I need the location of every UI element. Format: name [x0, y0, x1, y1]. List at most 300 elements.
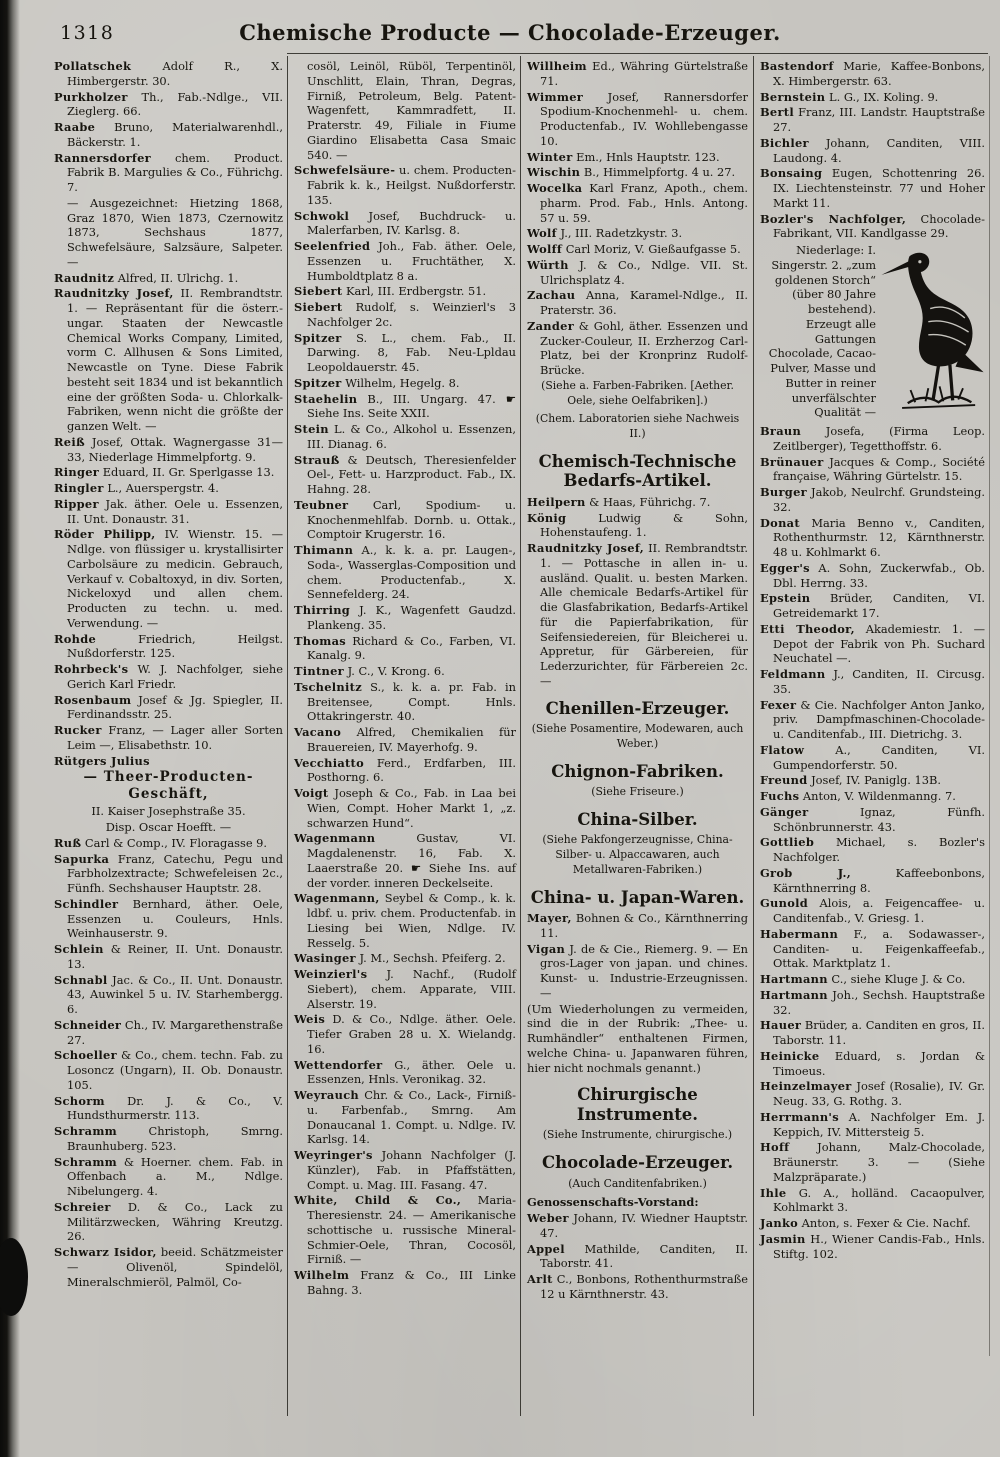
entry-name: Stein	[294, 422, 329, 436]
entry-text: B., III. Ungarg. 47. ☛ Siehe Ins. Seite XXII.	[307, 391, 516, 421]
entry-text: J. M., Sechsh. Pfeiferg. 2.	[355, 951, 506, 966]
entry-name: Hoff	[760, 1140, 790, 1155]
directory-entry	[760, 698, 985, 742]
entry-name: Arlt	[527, 1272, 553, 1286]
entry-name: Egger's	[760, 560, 810, 575]
directory-entry	[54, 754, 283, 769]
entry-text: & Hoerner. chem. Fab. in Offenbach a. M., Ndlge. Nibelungerg. 4.	[67, 1154, 283, 1198]
directory-entry	[527, 1272, 748, 1302]
entry-text: Karl Franz, Apoth., chem. pharm. Prod. Fab., Hnls. Antong. 57 u. 59.	[540, 181, 748, 225]
directory-entry	[760, 485, 985, 515]
entry-text: F., a. Sodawasser-, Canditen- u. Feigenkaffeefab., Ottak. Marktplatz 1.	[773, 926, 985, 971]
entry-text: II. Rembrandtstr. 1. — Pottasche in allen in- u. ausländ. Qualit. u. besten Marken. Alle chemicale Bedarfs-Artikel für die Glasfabrikation, Bedarfs-Artikel für die Papierfabrikation, für Seifensiedereien, für Bleicherei u. Appretur, für Gärbereien, für Lederzurichter, für Färbereien 2c. —	[540, 541, 749, 688]
directory-entry	[54, 632, 283, 662]
entry-text: Anna, Karamel-Ndlge., II. Praterstr. 36.	[540, 288, 748, 317]
page-edge-line	[989, 56, 990, 1356]
directory-entry	[760, 90, 985, 105]
entry-name: Zachau	[527, 288, 576, 303]
entry-name: Appel	[527, 1241, 565, 1256]
entry-name: Wagenmann,	[294, 891, 380, 906]
entry-name: Weyringer's	[294, 1148, 373, 1162]
entry-name: Flatow	[760, 742, 805, 757]
entry-text: Johann, Canditen, VIII. Laudong. 4.	[773, 135, 985, 165]
entry-name: Rosenbaum	[54, 692, 132, 707]
directory-entry	[294, 239, 516, 283]
directory-entry	[294, 300, 516, 330]
directory-entry	[294, 603, 516, 633]
entry-text: Eugen, Schottenring 26. IX. Liechtensteinstr. 77 und Hoher Markt 11.	[773, 166, 985, 210]
directory-entry	[54, 693, 283, 723]
entry-text: Carl, Spodium- u. Knochenmehlfab. Dornb. u. Ottak., Comptoir Krugerstr. 16.	[307, 497, 516, 542]
entry-text: Franz & Co., III Linke Bahng. 3.	[307, 1268, 516, 1297]
entry-text: J., Canditen, II. Circusg. 35.	[773, 667, 985, 696]
entry-name: Tintner	[294, 664, 344, 678]
entry-name: White, Child & Co.,	[294, 1193, 462, 1208]
entry-name: Raudnitzky Josef,	[54, 286, 174, 301]
entry-text: Gustav, VI. Magdalenenstr. 16, Fab. X. Laaerstraße 20. ☛ Siehe Ins. auf der vorder. inneren Deckelseite.	[307, 831, 516, 890]
entry-name: Habermann	[760, 926, 839, 941]
entry-text: beeid. Schätzmeister — Olivenöl, Spindelöl, Mineralschmieröl, Palmöl, Co-	[67, 1245, 283, 1289]
directory-entry	[760, 896, 985, 926]
entry-name: Teubner	[294, 497, 349, 512]
entry-name: Fuchs	[760, 789, 800, 803]
entry-text: Ed., Währing Gürtelstraße 71.	[540, 59, 748, 88]
section-note: (Siehe a. Farben-Fabriken. [Aether. Oele, siehe Oelfabriken].)	[541, 378, 734, 407]
directory-entry	[54, 151, 283, 195]
column-divider	[287, 56, 288, 1416]
entry-name: Bonsaing	[760, 166, 823, 181]
entry-name: Schwarz Isidor,	[54, 1245, 157, 1259]
entry-text: Th., Fab.-Ndlge., VII. Zieglerg. 66.	[67, 89, 283, 119]
entry-name: Gänger	[760, 804, 809, 819]
entry-text: J. K., Wagenfett Gaudzd. Plankeng. 35.	[307, 603, 516, 632]
entry-name: Raabe	[54, 120, 96, 134]
section-heading: Chirurgische Instrumente.	[576, 1085, 699, 1124]
entry-name: Jasmin	[760, 1231, 806, 1246]
directory-entry	[527, 541, 748, 689]
directory-entry	[760, 105, 985, 135]
entry-text: Jac. & Co., II. Unt. Donaustr. 43, Auwinkel 5 u. IV. Starhembergg. 6.	[67, 972, 283, 1016]
entry-name: Seelenfried	[294, 239, 371, 253]
directory-entry	[54, 497, 283, 527]
entry-name: Wettendorfer	[294, 1057, 383, 1072]
entry-name: Hauer	[760, 1018, 802, 1033]
directory-entry	[54, 852, 283, 896]
directory-entry	[527, 150, 748, 165]
entry-name: Wilhelm	[294, 1268, 350, 1282]
entry-name: Gunold	[760, 896, 808, 911]
directory-entry	[760, 561, 985, 591]
directory-entry	[294, 422, 516, 452]
directory-entry	[294, 1058, 516, 1088]
entry-name: Schoeller	[54, 1048, 117, 1063]
entry-name: Thirring	[294, 603, 351, 617]
entry-text: Ludwig & Sohn, Hohenstaufeng. 1.	[540, 510, 748, 540]
directory-entry	[760, 927, 985, 971]
entry-text: Josef, IV. Paniglg. 13B.	[807, 773, 942, 788]
entry-text: Akademiestr. 1. — Depot der Fabrik von Ph. Suchard Neuchatel —.	[773, 621, 985, 666]
entry-name: Donat	[760, 515, 800, 530]
entry-text: Alois, a. Feigencaffee- u. Canditenfab., V. Griesg. 1.	[773, 896, 985, 925]
entry-text: Eduard, s. Jordan & Timoeus.	[773, 1048, 985, 1078]
entry-text: Karl, III. Erdbergstr. 51.	[342, 284, 487, 299]
entry-text: Bruno, Materialwarenhdl., Bäckerstr. 1.	[67, 120, 283, 149]
directory-entry	[760, 1186, 985, 1216]
directory-entry	[54, 1155, 283, 1199]
entry-text: Jakob, Neulrchf. Grundsteing. 32.	[773, 485, 985, 514]
entry-name: Brünauer	[760, 454, 824, 469]
entry-name: Rannersdorfer	[54, 150, 151, 165]
directory-entry	[294, 376, 516, 391]
entry-text: Josef, Buchdruck- u. Malerfarben, IV. Karlsg. 8.	[307, 208, 516, 238]
column-3	[527, 59, 748, 1303]
entry-name: Schreier	[54, 1199, 111, 1214]
directory-entry	[54, 527, 283, 630]
directory-entry	[527, 942, 748, 1001]
entry-name: Weber	[527, 1211, 569, 1225]
section-heading: Chemisch-Technische Bedarfs-Artikel.	[538, 451, 737, 491]
directory-entry	[54, 723, 283, 753]
entry-text: & Cie. Nachfolger Anton Janko, priv. Dampfmaschinen-Chocolade- u. Canditenfab., III. Dietrichg. 3.	[773, 697, 985, 741]
directory-entry	[54, 1200, 283, 1244]
entry-name: Wolff	[527, 242, 563, 256]
column-divider	[753, 56, 754, 1416]
entry-name: Gottlieb	[760, 835, 815, 850]
directory-entry	[760, 212, 985, 242]
entry-text: D. & Co., Ndlge. äther. Oele. Tiefer Graben 28 u. X. Wielandg. 16.	[307, 1012, 516, 1056]
directory-entry	[294, 1148, 516, 1192]
entry-name: Mayer,	[527, 911, 572, 925]
entry-name: Schindler	[54, 896, 119, 911]
section-note: (Siehe Pakfongerzeugnisse, China-Silber- u. Alpaccawaren, auch Metallwaren-Fabriken.)	[542, 833, 733, 876]
directory-entry	[294, 725, 516, 755]
entry-name: Schramm	[54, 1124, 118, 1138]
entry-text: Anton, V. Wildenmanng. 7.	[799, 789, 956, 803]
entry-name: Rohrbeck's	[54, 662, 129, 676]
directory-entry	[760, 1232, 985, 1262]
entry-text: Rudolf, s. Weinzierl's 3 Nachfolger 2c.	[307, 300, 516, 329]
directory-entry	[760, 424, 985, 454]
entry-name: Schwokl	[294, 208, 350, 223]
entry-text: Jacques & Comp., Société française, Währing Gürtelstr. 15.	[773, 454, 985, 484]
entry-text: Christoph, Smrng. Braunhuberg. 523.	[67, 1124, 283, 1153]
directory-entry	[760, 1216, 985, 1231]
entry-name: Janko	[760, 1216, 799, 1230]
directory-entry	[294, 1012, 516, 1056]
directory-entry	[527, 181, 748, 225]
directory-entry	[54, 1048, 283, 1092]
entry-name: Bozler's Nachfolger,	[760, 211, 907, 226]
entry-text: J. C., V. Krong. 6.	[343, 664, 445, 678]
entry-name: Thomas	[294, 633, 347, 648]
directory-entry	[54, 271, 283, 286]
entry-text: Carl Moriz, V. Gießaufgasse 5.	[562, 242, 741, 256]
directory-entry	[527, 1242, 748, 1272]
entry-text: Anton, s. Fexer & Cie. Nachf.	[798, 1216, 971, 1230]
directory-entry	[54, 465, 283, 480]
entry-text: Franz, III. Landstr. Hauptstraße 27.	[773, 105, 985, 134]
entry-name: Willheim	[527, 59, 587, 73]
entry-text: A., Canditen, VI. Gumpendorferstr. 50.	[773, 742, 985, 772]
directory-entry	[760, 455, 985, 485]
stork-advert-text: Niederlage: I. Singerstr. 2. „zum goldenen Storch“ (über 80 Jahre bestehend). Erzeugt alle Gattungen Chocolade, Cacao-Pulver, Masse und Butter in reiner unverfälschter Qualität —	[768, 243, 876, 420]
stork-advert	[760, 243, 985, 421]
directory-entry: (Um Wiederholungen zu vermeiden, sind die in der Rubrik: „Thee- u. Rumhändler“ enthaltenen Firmen, welche China- u. Japanwaren führen, hier nicht nochmals genannt.)	[527, 1001, 748, 1075]
directory-entry	[527, 319, 748, 378]
directory-entry	[294, 392, 516, 422]
entry-name: Bernstein	[760, 89, 826, 104]
directory-entry	[54, 90, 283, 120]
directory-entry	[760, 591, 985, 621]
scan-artifact	[0, 1238, 28, 1316]
entry-name: Wocelka	[527, 181, 583, 195]
directory-entry	[527, 258, 748, 288]
entry-text: II. Rembrandtstr. 1. — Repräsentant für die österr.-ungar. Staaten der Newcastle Chemical Works Company, Limited, vorm C. Allhusen & Sons Limited, Newcastle on Tyne. Diese Fabrik besteht seit 1834 und ist bekanntlich eine der größten Soda- u. Chlorkalk-Fabriken, wenn nicht die größte der ganzen Welt. —	[67, 286, 283, 433]
section-note: (Auch Canditenfabriken.)	[568, 1176, 707, 1190]
entry-text: Josef, Ottak. Wagnergasse 31—33, Niederlage Himmelpfortg. 9.	[67, 434, 283, 464]
directory-entry: — Theer-Producten-Geschäft,	[83, 769, 254, 803]
directory-entry	[760, 1079, 985, 1109]
entry-name: Burger	[760, 485, 807, 499]
entry-text: Brüder, a. Canditen en gros, II. Taborstr. 11.	[773, 1018, 985, 1047]
entry-text: Dr. J. & Co., V. Hundsthurmerstr. 113.	[67, 1093, 283, 1123]
directory-entry	[54, 897, 283, 941]
entry-name: Siebert	[294, 300, 343, 314]
column-divider	[520, 56, 521, 1416]
directory-entry	[760, 789, 985, 804]
entry-name: Thimann	[294, 543, 354, 557]
entry-name: Raudnitzky Josef,	[527, 541, 645, 555]
entry-text: Seybel & Comp., k. k. ldbf. u. priv. chem. Productenfab. in Liesing bei Wien, Ndlge. IV. Resselg. 5.	[307, 891, 516, 950]
entry-name: Wasinger	[294, 951, 356, 966]
entry-name: Etti Theodor,	[760, 621, 855, 636]
entry-name: Bertl	[760, 105, 794, 120]
entry-name: Schramm	[54, 1154, 118, 1169]
entry-text: Josef (Rosalie), IV. Gr. Neug. 33, G. Rothg. 3.	[773, 1079, 985, 1108]
entry-text: Maria-Theresienstr. 24. — Amerikanische schottische u. russische Mineral-Schmier-Oele, Thran, Cocosöl, Firniß. —	[307, 1193, 516, 1267]
entry-text: & Gohl, äther. Essenzen und Zucker-Couleur, II. Erzherzog Carl-Platz, bei der Kronprinz Rudolf-Brücke.	[540, 318, 748, 377]
entry-name: Schwefelsäure-	[294, 163, 396, 178]
entry-text: C., siehe Kluge J. & Co.	[827, 972, 966, 986]
entry-name: Vecchiatto	[294, 755, 365, 770]
entry-text: G., äther. Oele u. Essenzen, Hnls. Veronikag. 32.	[307, 1057, 516, 1087]
entry-name: Bastendorf	[760, 59, 834, 73]
directory-entry	[760, 743, 985, 773]
directory-entry	[760, 136, 985, 166]
entry-name: Heinicke	[760, 1048, 820, 1063]
entry-text: Josef, Rannersdorfer Spodium-Knochenmehl- u. chem. Productenfab., IV. Wohllebengasse 10.	[540, 89, 748, 148]
entry-name: Zander	[527, 318, 574, 333]
directory-entry	[54, 286, 283, 434]
entry-text: J. & Co., Ndlge. VII. St. Ulrichsplatz 4.	[540, 257, 748, 287]
directory-entry	[760, 1018, 985, 1048]
directory-entry	[294, 786, 516, 830]
directory-entry	[54, 942, 283, 972]
directory-entry	[54, 973, 283, 1017]
entry-text: Joh., Fab. äther. Oele, Essenzen u. Fruchtäther, X. Humboldtplatz 8 a.	[307, 239, 516, 283]
stork-illustration	[881, 243, 985, 421]
entry-name: Wimmer	[527, 89, 584, 104]
entry-text: Em., Hnls Hauptstr. 123.	[572, 149, 720, 164]
directory-entry	[294, 831, 516, 890]
entry-name: Winter	[527, 149, 573, 164]
entry-text: Michael, s. Bozler's Nachfolger.	[773, 835, 985, 864]
directory-entry	[294, 1268, 516, 1298]
entry-text: Johann, IV. Wiedner Hauptstr. 47.	[540, 1211, 748, 1240]
entry-name: Hartmann	[760, 972, 828, 986]
section-heading: Chocolade-Erzeuger.	[541, 1153, 734, 1172]
entry-name: Vigan	[527, 941, 566, 956]
entry-name: Siebert	[294, 284, 343, 299]
entry-name: Ripper	[54, 496, 99, 511]
directory-entry	[54, 1018, 283, 1048]
header-rule	[287, 53, 988, 54]
directory-entry	[760, 59, 985, 89]
directory-entry	[54, 120, 283, 150]
section-heading: China- u. Japan-Waren.	[530, 887, 745, 907]
directory-entry	[54, 481, 283, 496]
directory-entry	[527, 242, 748, 257]
entry-text: S. L., chem. Fab., II. Darwing. 8, Fab. Neu-Lpldau Leopoldauerstr. 45.	[307, 330, 516, 374]
entry-text: D. & Co., Lack zu Militärzwecken, Währing Kreutzg. 26.	[67, 1199, 283, 1244]
directory-entry	[760, 835, 985, 865]
entry-name: Schnabl	[54, 972, 108, 987]
directory-entry	[527, 165, 748, 180]
entry-name: Rütgers Julius	[54, 753, 150, 768]
directory-entry	[527, 226, 748, 241]
entry-name: Wagenmann	[294, 831, 376, 846]
entry-text: Alfred, Chemikalien für Brauereien, IV. Mayerhofg. 9.	[307, 725, 516, 754]
entry-text: A. Nachfolger Em. J. Keppich, IV. Mittersteig 5.	[773, 1109, 985, 1139]
entry-text: C., Bonbons, Rothenthurmstraße 12 u Kärnthnerstr. 43.	[540, 1272, 748, 1301]
directory-entry	[760, 1140, 985, 1184]
entry-text: G. A., holländ. Cacaopulver, Kohlmarkt 3.	[773, 1185, 985, 1215]
entry-text: Adolf R., X. Himbergerstr. 30.	[67, 59, 283, 88]
entry-text: Johann Nachfolger (J. Künzler), Fab. in Pfaffstätten, Compt. u. Mag. III. Fasang. 47.	[307, 1148, 516, 1192]
entry-name: Freund	[760, 773, 808, 788]
directory-entry	[760, 988, 985, 1018]
entry-text: Brüder, Canditen, VI. Getreidemarkt 17.	[773, 591, 985, 620]
entry-name: Reiß	[54, 434, 85, 449]
section-note: (Siehe Instrumente, chirurgische.)	[542, 1128, 733, 1142]
entry-name: Bichler	[760, 135, 809, 150]
entry-text: L. G., IX. Koling. 9.	[825, 89, 939, 104]
entry-text: Friedrich, Heilgst. Nußdorferstr. 125.	[67, 631, 283, 661]
directory-entry	[54, 1245, 283, 1289]
directory-entry	[54, 662, 283, 692]
entry-name: Rucker	[54, 723, 102, 737]
entry-text: Bohnen & Co., Kärnthnerring 11.	[540, 911, 748, 940]
entry-text: Ch., IV. Margarethenstraße 27.	[67, 1017, 283, 1047]
entry-text: Josefa, (Firma Leop. Zeitlberger), Tegetthoffstr. 6.	[773, 424, 985, 453]
directory-entry	[760, 866, 985, 896]
section-note: (Siehe Posamentire, Modewaren, auch Weber.)	[531, 722, 744, 750]
directory-entry	[527, 90, 748, 149]
directory-entry	[294, 453, 516, 497]
entry-text: & Reiner, II. Unt. Donaustr. 13.	[67, 942, 283, 971]
entry-name: Vacano	[294, 725, 342, 739]
entry-text: Jak. äther. Oele u. Essenzen, II. Unt. Donaustr. 31.	[67, 496, 283, 526]
column-1	[54, 59, 283, 1290]
entry-text: u. chem. Producten-Fabrik k. k., Heilgst. Nußdorferstr. 135.	[307, 163, 516, 207]
directory-entry	[527, 1211, 748, 1241]
entry-text: J. de & Cie., Riemerg. 9. — En gros-Lager von japan. und chines. Kunst- u. Industrie-Erzeugnissen. —	[540, 941, 748, 1000]
entry-text: Franz, — Lager aller Sorten Leim —, Elisabethstr. 10.	[67, 723, 283, 752]
entry-name: Herrmann's	[760, 1109, 839, 1124]
entry-name: Ruß	[54, 835, 82, 850]
directory-entry	[294, 967, 516, 1011]
entry-name: Ihle	[760, 1185, 787, 1200]
entry-name: Spitzer	[294, 330, 342, 345]
directory-entry	[294, 284, 516, 299]
entry-name: Ringer	[54, 465, 100, 480]
directory-entry	[760, 972, 985, 987]
entry-text: & Co., chem. techn. Fab. zu Losoncz (Ungarn), II. Ob. Donaustr. 105.	[67, 1048, 283, 1092]
entry-name: Voigt	[294, 786, 329, 800]
directory-entry	[760, 622, 985, 666]
directory-entry: II. Kaiser Josephstraße 35.	[91, 804, 246, 819]
entry-name: Weinzierl's	[294, 967, 368, 981]
entry-text: Alfred, II. Ulrichg. 1.	[114, 270, 239, 285]
entry-text: Ignaz, Fünfh. Schönbrunnerstr. 43.	[773, 804, 985, 834]
entry-name: Hartmann	[760, 987, 828, 1002]
column-4	[760, 59, 985, 1262]
entry-name: Fexer	[760, 697, 797, 712]
entry-name: Feldmann	[760, 667, 826, 681]
entry-name: Raudnitz	[54, 270, 115, 285]
entry-text: IV. Wienstr. 15. — Ndlge. von flüssiger u. krystallisirter Carbolsäure zu medicin. Gebrauch, Verkauf v. Cobaltoxyd, in div. Sorten, Nickeloxyd und allen chem. Producten zu techn. u. med. Verwendung. —	[67, 527, 283, 630]
entry-text: L. & Co., Alkohol u. Essenzen, III. Dianag. 6.	[307, 422, 516, 451]
entry-text: L., Auerspergstr. 4.	[103, 481, 219, 495]
directory-entry	[294, 1193, 516, 1267]
page-number: 1318	[60, 22, 115, 44]
entry-text: Ferd., Erdfarben, III. Posthorng. 6.	[307, 755, 516, 785]
entry-text: S., k. k. a. pr. Fab. in Breitensee, Compt. Hnls. Ottakringerstr. 40.	[307, 679, 516, 724]
entry-text: Chocolade-Fabrikant, VII. Kandlgasse 29.	[773, 211, 985, 241]
directory-entry	[760, 1110, 985, 1140]
directory-entry	[294, 680, 516, 724]
entry-name: Braun	[760, 424, 802, 438]
directory-entry	[527, 511, 748, 541]
entry-text: chem. Product. Fabrik B. Margulies & Co., Führichg. 7.	[67, 150, 283, 194]
entry-name: Purkholzer	[54, 89, 128, 104]
directory-entry	[294, 209, 516, 239]
entry-text: & Haas, Führichg. 7.	[585, 494, 711, 509]
entry-text: Joh., Sechsh. Hauptstraße 32.	[773, 987, 985, 1017]
entry-text: Carl & Comp., IV. Floragasse 9.	[81, 835, 268, 850]
page-title: Chemische Producte — Chocolade-Erzeuger.	[239, 20, 781, 45]
entry-text: Chr. & Co., Lack-, Firniß- u. Farbenfab., Smrng. Am Donaucanal 1. Compt. u. Ndlge. IV. Karlsg. 14.	[307, 1088, 516, 1147]
directory-entry	[527, 495, 748, 510]
directory-entry: — Ausgezeichnet: Hietzing 1868, Graz 1870, Wien 1873, Czernowitz 1873, Sechshaus 1877, Schwefelsäure, Salzsäure, Salpeter. —	[67, 195, 283, 269]
entry-text: Marie, Kaffee-Bonbons, X. Himbergerstr. 63.	[773, 59, 985, 88]
section-heading: Chignon-Fabriken.	[551, 761, 724, 781]
entry-text: J., III. Radetzkystr. 3.	[556, 226, 683, 241]
directory-entry	[294, 634, 516, 664]
entry-name: Spitzer	[294, 375, 342, 390]
directory-entry	[294, 543, 516, 602]
directory-entry	[294, 331, 516, 375]
directory-entry	[760, 516, 985, 560]
directory-entry	[294, 498, 516, 542]
section-note: (Chem. Laboratorien siehe Nachweis II.)	[535, 412, 740, 440]
entry-text: H., Wiener Candis-Fab., Hnls. Stiftg. 102.	[773, 1231, 985, 1261]
entry-name: Sapurka	[54, 851, 110, 866]
entry-name: Heilpern	[527, 494, 586, 509]
directory-entry: cosöl, Leinöl, Rüböl, Terpentinöl, Unschlitt, Elain, Thran, Degras, Firniß, Petroleum, Belg. Patent-Wagenfett, Kammradfett, II. Praterstr. 49, Filiale in Fiume Giardino Elisabetta Casa Smaic 540. —	[307, 59, 516, 162]
directory-entry	[294, 163, 516, 207]
entry-name: Grob J.,	[760, 865, 852, 880]
